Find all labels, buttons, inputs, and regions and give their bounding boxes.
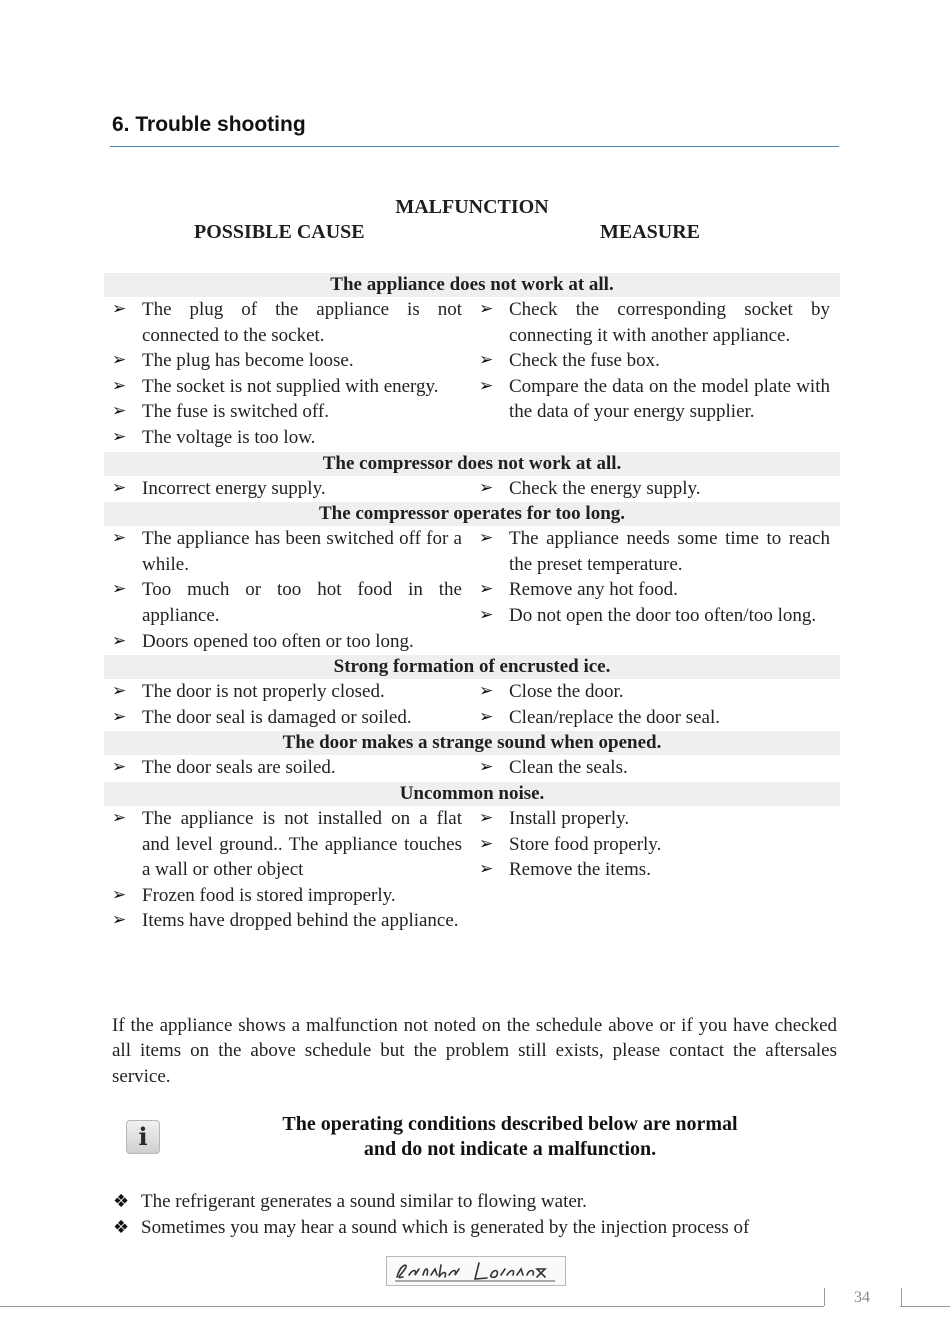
cause-item-text: The door is not properly closed. [142,681,385,703]
cause-item [112,425,462,451]
measure-item [479,603,830,629]
possible-cause-column [104,297,472,451]
measure-item-text: Compare the data on the model plate with the data of your energy supplier. [509,375,830,423]
cause-item-text: The door seal is damaged or soiled. [142,706,412,728]
cause-item [112,577,462,628]
normal-condition-text: The refrigerant generates a sound similar to flowing water. [141,1191,587,1212]
bullet-arrow-icon: ➢ [112,350,127,371]
bullet-arrow-icon: ➢ [112,681,127,702]
malfunction-rows [104,806,840,934]
measure-item-text: Check the fuse box. [509,350,660,372]
measure-item-text: Do not open the door too often/too long. [509,604,817,626]
cause-item [112,374,462,400]
bullet-arrow-icon: ➢ [479,833,494,854]
possible-cause-column [104,679,472,730]
measure-column [472,755,840,781]
bullet-arrow-icon: ➢ [479,375,494,396]
measure-column [472,297,840,451]
cause-item-text: The door seals are soiled. [142,757,336,779]
bullet-arrow-icon: ➢ [112,706,127,727]
measure-column [472,679,840,730]
cause-item-text: Items have dropped behind the appliance. [142,910,459,932]
bullet-arrow-icon: ➢ [112,630,127,651]
diamond-bullet-icon: ❖ [113,1217,130,1238]
cause-item-text: The appliance is not installed on a flat and level ground.. The appliance touches a wall or other object [142,807,462,881]
malfunction-rows [104,526,840,654]
bullet-arrow-icon: ➢ [112,401,127,422]
bullet-arrow-icon: ➢ [479,681,494,702]
normal-conditions-list [113,1189,853,1241]
bullet-arrow-icon: ➢ [479,604,494,625]
info-icon: i [126,1120,160,1154]
cause-item-text: Frozen food is stored improperly. [142,884,396,906]
measure-item [479,348,830,374]
measure-item [479,705,830,731]
measure-column [472,806,840,934]
cause-item [112,679,462,705]
bullet-arrow-icon: ➢ [479,528,494,549]
cause-item-text: The socket is not supplied with energy. [142,375,439,397]
measure-item [479,577,830,603]
measure-item [479,297,830,348]
cause-item-text: The voltage is too low. [142,426,316,448]
bullet-arrow-icon: ➢ [112,299,127,319]
bullet-arrow-icon: ➢ [479,350,494,371]
possible-cause-column [104,526,472,654]
possible-cause-column [104,755,472,781]
contact-service-paragraph: If the appliance shows a malfunction not noted on the schedule above or if you have checked all items on the above schedule but the problem still exists, please contact the aftersales service. [112,1015,837,1087]
measure-item-text: Check the corresponding socket by connecting it with another appliance. [509,299,830,346]
measure-column [472,476,840,502]
bullet-arrow-icon: ➢ [479,706,494,727]
measure-item [479,832,830,858]
bullet-arrow-icon: ➢ [479,299,494,319]
title-rule [110,146,839,147]
measure-item [479,806,830,832]
cause-item [112,908,462,934]
cause-item [112,806,462,883]
page-number: 34 [854,1289,870,1306]
bullet-arrow-icon: ➢ [479,757,494,778]
normal-condition-text: Sometimes you may hear a sound which is generated by the injection process of [141,1217,750,1238]
measure-item [479,374,830,425]
cause-item [112,348,462,374]
footer-rule-left [0,1306,824,1307]
measure-item [479,476,830,502]
diamond-bullet-icon: ❖ [113,1191,130,1212]
bullet-arrow-icon: ➢ [112,579,127,600]
cause-item-text: The plug has become loose. [142,350,354,372]
header-malfunction: MALFUNCTION [395,196,549,218]
measure-item [479,755,830,781]
bullet-arrow-icon: ➢ [112,884,127,905]
malfunction-heading: The appliance does not work at all. [104,273,840,297]
cause-item-text: Doors opened too often or too long. [142,630,414,652]
malfunction-heading: Strong formation of encrusted ice. [104,655,840,679]
brand-logo-signature [387,1257,565,1285]
cause-item [112,297,462,348]
cause-item-text: The appliance has been switched off for a while. [142,528,462,575]
possible-cause-column [104,476,472,502]
cause-item [112,705,462,731]
cause-item [112,883,462,909]
troubleshooting-table [104,272,840,934]
measure-item-text: Check the energy supply. [509,477,701,499]
bullet-arrow-icon: ➢ [112,757,127,778]
measure-item [479,857,830,883]
possible-cause-column [104,806,472,934]
malfunction-rows [104,476,840,502]
footer-rule-right [900,1306,950,1307]
normal-conditions-note-line1: The operating conditions described below are normal [282,1113,738,1135]
normal-condition-item [113,1189,853,1215]
header-possible-cause: POSSIBLE CAUSE [194,221,365,243]
cause-item [112,526,462,577]
bullet-arrow-icon: ➢ [479,859,494,880]
measure-item-text: Store food properly. [509,833,662,855]
measure-item-text: Close the door. [509,681,624,703]
malfunction-heading: Uncommon noise. [104,782,840,806]
measure-item-text: Remove any hot food. [509,579,678,601]
measure-item-text: Clean/replace the door seal. [509,706,721,728]
brand-logo [386,1256,566,1286]
bullet-arrow-icon: ➢ [112,910,127,931]
cause-item-text: The plug of the appliance is not connected to the socket. [142,299,462,346]
bullet-arrow-icon: ➢ [112,426,127,447]
bullet-arrow-icon: ➢ [112,528,127,549]
measure-item-text: Install properly. [509,807,630,829]
malfunction-rows [104,679,840,730]
bullet-arrow-icon: ➢ [479,477,494,498]
measure-item-text: The appliance needs some time to reach the preset temperature. [509,528,830,575]
measure-item [479,526,830,577]
malfunction-rows [104,755,840,781]
normal-conditions-note-line2: and do not indicate a malfunction. [363,1138,657,1160]
malfunction-heading: The compressor operates for too long. [104,502,840,526]
malfunction-rows [104,297,840,451]
measure-item [479,679,830,705]
bullet-arrow-icon: ➢ [479,807,494,828]
malfunction-heading: The door makes a strange sound when opened. [104,731,840,755]
cause-item [112,629,462,655]
malfunction-heading: The compressor does not work at all. [104,452,840,476]
section-title: 6. Trouble shooting [112,113,306,136]
cause-item-text: The fuse is switched off. [142,401,329,423]
header-measure: MEASURE [600,221,701,243]
measure-item-text: Clean the seals. [509,757,628,779]
cause-item [112,476,462,502]
bullet-arrow-icon: ➢ [112,375,127,396]
bullet-arrow-icon: ➢ [112,477,127,498]
measure-column [472,526,840,654]
cause-item-text: Too much or too hot food in the appliance. [142,579,462,626]
bullet-arrow-icon: ➢ [479,579,494,600]
cause-item [112,755,462,781]
cause-item [112,399,462,425]
cause-item-text: Incorrect energy supply. [142,477,326,499]
normal-condition-item [113,1215,853,1241]
bullet-arrow-icon: ➢ [112,807,127,828]
measure-item-text: Remove the items. [509,859,651,881]
